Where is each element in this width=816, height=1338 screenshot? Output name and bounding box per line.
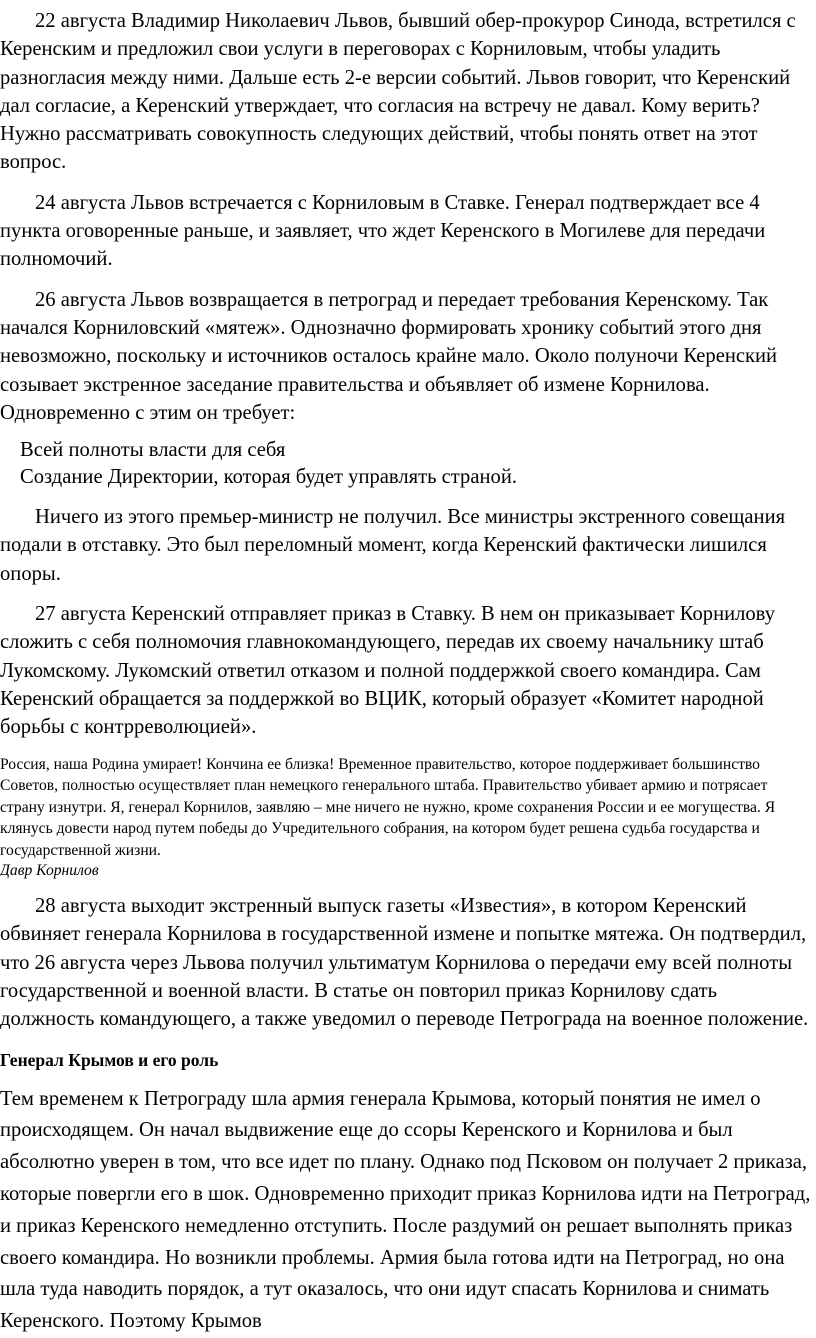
paragraph-aug-26: 26 августа Львов возвращается в петроград и передает требования Керенскому. Так начался Корниловский «мятеж». Однозначно формировать хронику событий этого дня невозможно, поскольку и источников осталось крайне мало. Около полуночи Керенский созывает экстренное заседание правительства и объявляет об измене Корнилова. Одновременно с этим он требует: [0, 288, 778, 424]
paragraph-aug-27: 27 августа Керенский отправляет приказ в Ставку. В нем он приказывает Корнилову сложить с себя полномочия главнокомандующего, передав их своему начальнику штаб Лукомскому. Лукомский ответил отказом и полной поддержкой своего командира. Сам Керенский обращается за поддержкой во ВЦИК, который образует «Комитет народной борьбы с контрреволюцией». [0, 603, 775, 739]
section-heading: Генерал Крымов и его роль [0, 1049, 219, 1070]
demands-list [0, 437, 816, 491]
paragraph-aug-24: 24 августа Львов встречается с Корниловым в Ставке. Генерал подтверждает все 4 пункта оговоренные раньше, и заявляет, что ждет Керенского в Могилеве для передачи полномочий. [0, 191, 766, 271]
paragraph-ministers: Ничего из этого премьер-министр не получил. Все министры экстренного совещания подали в отставку. Это был переломный момент, когда Керенский фактически лишился опоры. [0, 506, 786, 585]
quote-author: Давр Корнилов [0, 862, 99, 880]
list-item: Всей полноты власти для себя [20, 439, 286, 462]
paragraph-krymov: Тем временем к Петрограду шла армия генерала Крымова, который понятия не имел о происходящем. Он начал выдвижение еще до ссоры Керенского и Корнилова и был абсолютно уверен в том, что все идет по плану. Однако под Псковом он получает 2 приказа, которые повергли его в шок. Одновременно приходит приказ Корнилова идти на Петроград, и приказ Керенского немедленно отступить. После раздумий он решает выполнять приказ своего командира. Но возникли проблемы. Армия была готова идти на Петроград, но она шла туда наводить порядок, а тут оказалось, что они идут спасать Корнилова и снимать Керенского. Поэтому Крымов [0, 1087, 811, 1333]
paragraph-aug-28: 28 августа выходит экстренный выпуск газеты «Известия», в котором Керенский обвиняет генерала Корнилова в государственной измене и попытке мятежа. Он подтвердил, что 26 августа через Львова получил ультиматум Корнилова о передачи ему всей полноты государственной и военной власти. В статье он повторил приказ Корнилову сдать должность командующего, а также уведомил о переводе Петрограда на военное положение. [0, 895, 809, 1031]
paragraph-aug-22: 22 августа Владимир Николаевич Львов, бывший обер-прокурор Синода, встретился с Керенским и предложил свои услуги в переговорах с Корниловым, чтобы уладить разногласия между ними. Дальше есть 2-е версии событий. Львов говорит, что Керенский дал согласие, а Керенский утверждает, что согласия на встречу не давал. Кому верить? Нужно рассматривать совокупность следующих действий, чтобы понять ответ на этот вопрос. [0, 10, 796, 174]
kornilov-quote: Россия, наша Родина умирает! Кончина ее близка! Временное правительство, которое поддерживает большинство Советов, полностью осуществляет план немецкого генерального штаба. Правительство убивает армию и потрясает страну изнутри. Я, генерал Корнилов, заявляю – мне ничего не нужно, кроме сохранения России и ее могущества. Я клянусь довести народ путем победы до Учредительного собрания, на котором будет решена судьба государства и государственной жизни. [0, 755, 776, 859]
list-item: Создание Директории, которая будет управлять страной. [20, 466, 517, 489]
